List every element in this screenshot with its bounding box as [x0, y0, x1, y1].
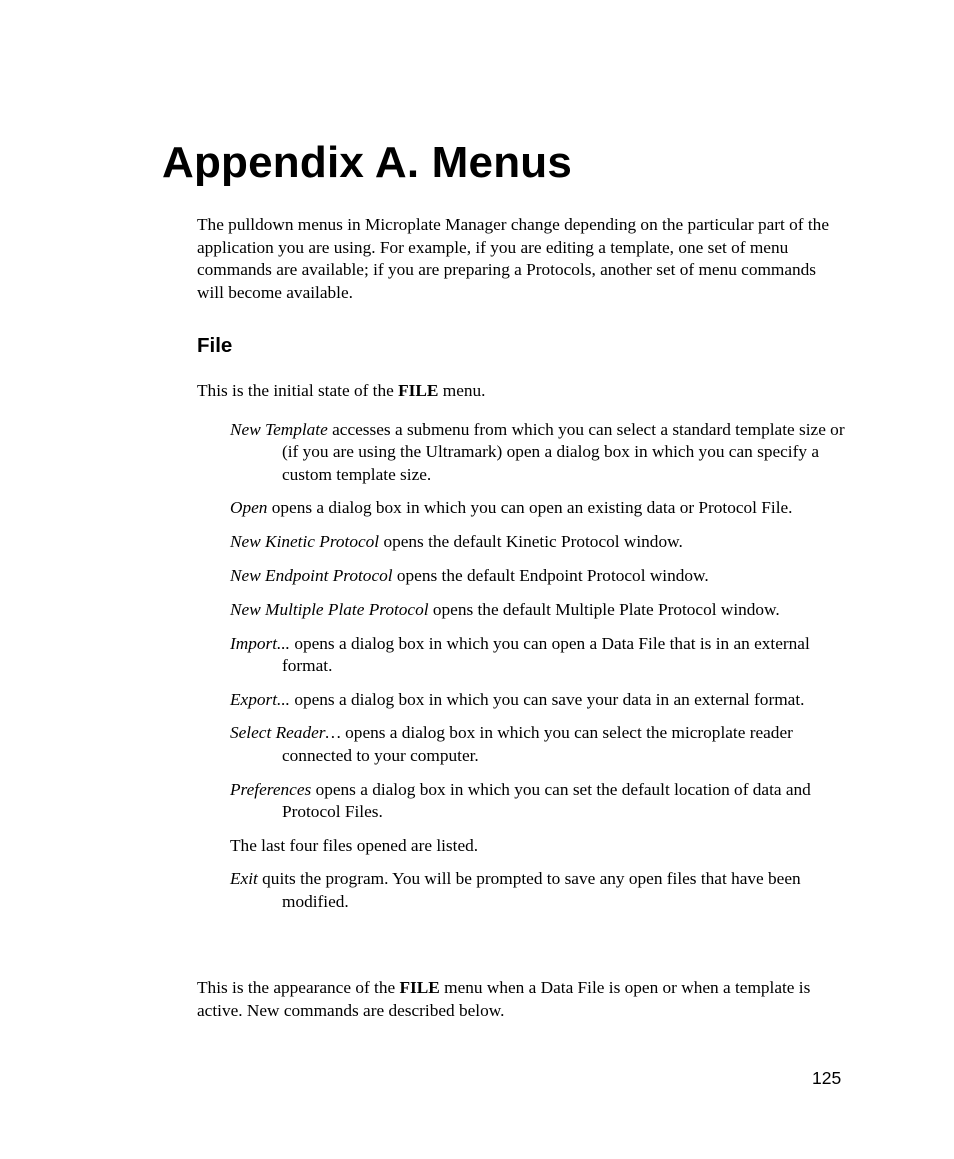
command-description: opens a dialog box in which you can set the default location of data and Protocol Files. — [282, 779, 811, 821]
command-name: Export... — [230, 689, 290, 709]
intro-paragraph: The pulldown menus in Microplate Manager change depending on the particular part of the application you are using. For example, if you are editing a template, one set of menu commands are available; if you are preparing a Protocols, another set of menu commands will become available. — [197, 215, 829, 302]
command-description: accesses a submenu from which you can select a standard template size or (if you are using the Ultramark) open a dialog box in which you can specify a custom template size. — [282, 420, 845, 484]
command-description: opens the default Endpoint Protocol window. — [392, 565, 709, 585]
last-files-note: The last four files opened are listed. — [230, 835, 479, 855]
command-description: opens a dialog box in which you can save your data in an external format. — [290, 689, 805, 709]
initial-text-after: menu. — [438, 381, 486, 400]
command-name: New Kinetic Protocol — [230, 532, 380, 552]
file-menu-command-list — [230, 419, 850, 925]
command-name: New Template — [230, 420, 328, 439]
appearance-text-before: This is the appearance of the — [197, 978, 400, 997]
appearance-text-after: menu when a Data File is open or when a template is active. New commands are described below. — [197, 978, 811, 1020]
command-description: opens a dialog box in which you can select the microplate reader connected to your computer. — [282, 723, 793, 765]
file-menu-name: FILE — [398, 381, 439, 400]
file-menu-initial-state-paragraph — [197, 380, 847, 403]
command-name: Exit — [230, 869, 258, 889]
initial-text-before: This is the initial state of the — [197, 381, 399, 400]
page-title: Appendix A. Menus — [162, 138, 573, 187]
menu-item-new-kinetic-protocol — [230, 531, 850, 553]
command-name: Open — [230, 498, 268, 518]
command-name: Select Reader… — [230, 723, 341, 743]
file-menu-name: FILE — [399, 978, 440, 997]
section-heading-file: File — [197, 334, 233, 357]
command-description: opens the default Kinetic Protocol window. — [379, 532, 683, 552]
menu-item-preferences — [230, 779, 850, 824]
command-name: New Multiple Plate Protocol — [230, 599, 429, 619]
page-number: 125 — [812, 1068, 842, 1088]
menu-item-open — [230, 497, 850, 519]
command-description: quits the program. You will be prompted to save any open files that have been modified. — [257, 869, 801, 911]
menu-item-select-reader — [230, 722, 850, 767]
file-menu-appearance-paragraph — [197, 977, 847, 1022]
menu-item-export — [230, 689, 850, 711]
command-name: New Endpoint Protocol — [230, 565, 393, 585]
menu-item-new-multiple-plate-protocol — [230, 599, 850, 621]
menu-item-new-endpoint-protocol — [230, 565, 850, 587]
command-name: Preferences — [230, 779, 312, 799]
command-description: opens a dialog box in which you can open a Data File that is in an external format. — [282, 633, 810, 675]
command-name: Import... — [230, 633, 291, 653]
menu-item-exit — [230, 868, 850, 913]
command-description: opens a dialog box in which you can open an existing data or Protocol File. — [267, 498, 793, 518]
menu-item-new-template — [230, 419, 850, 486]
menu-item-import — [230, 633, 850, 678]
command-description: opens the default Multiple Plate Protocol window. — [428, 599, 780, 619]
